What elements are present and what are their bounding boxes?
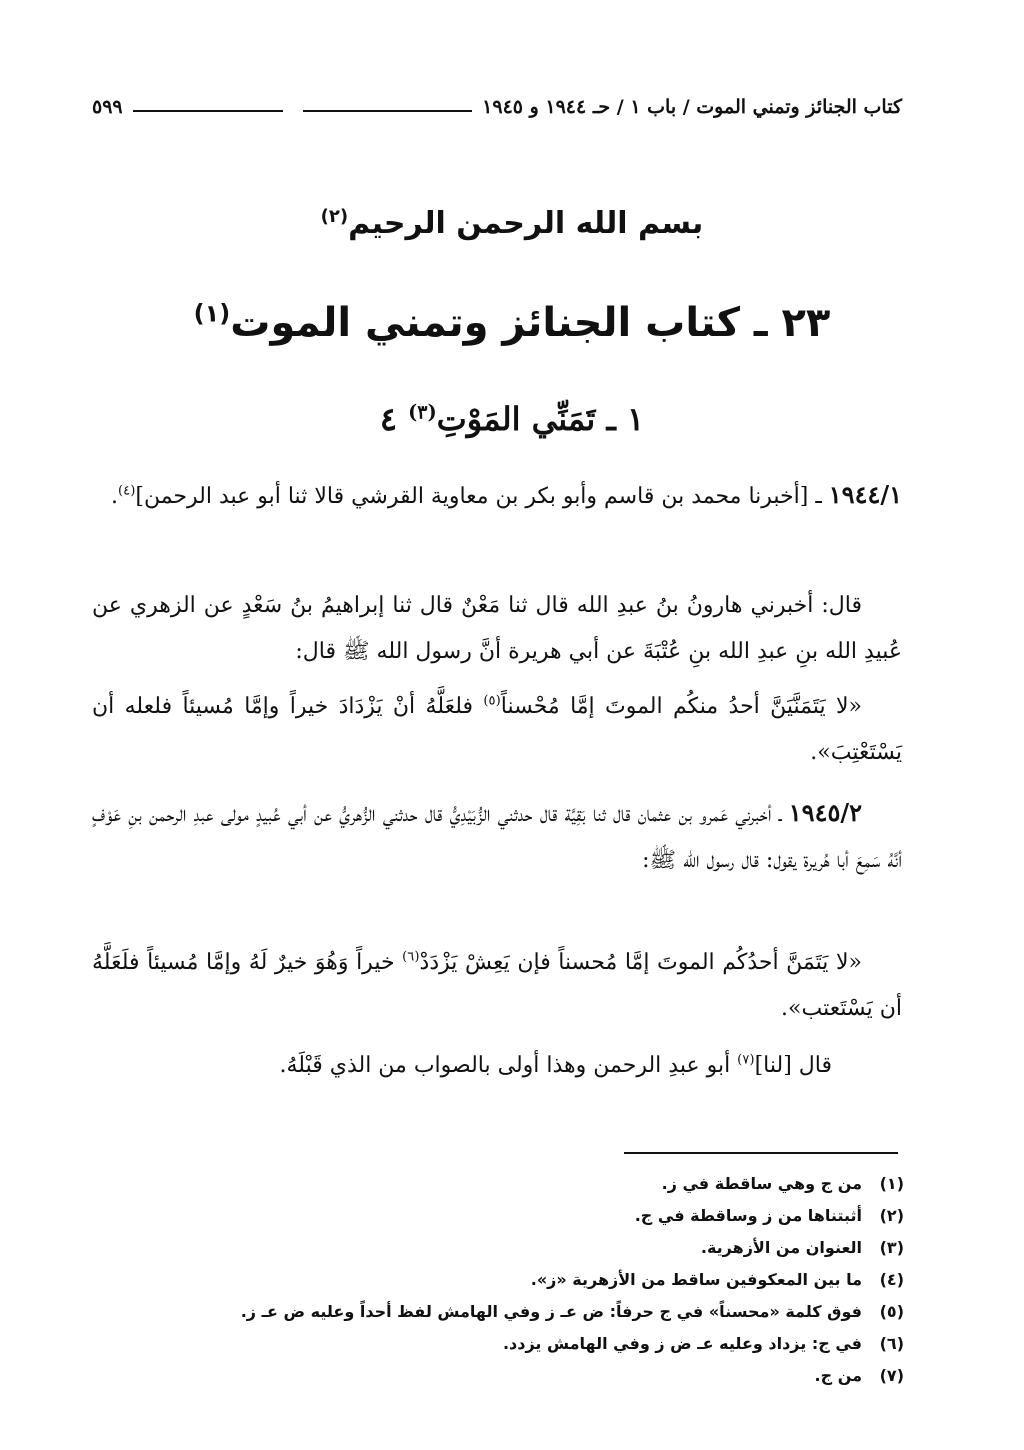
paragraph-end: . <box>110 484 118 509</box>
hadith-1945-matn <box>92 940 902 1032</box>
footnote-ref: (٦) <box>402 949 420 965</box>
footnote-number: (٧) <box>879 1366 904 1385</box>
footnote-item <box>114 1328 904 1360</box>
paragraph-text: قال [لنا] <box>754 1053 832 1078</box>
footnote-text: ما بين المعكوفين ساقط من الأزهرية «ز». <box>530 1270 862 1289</box>
paragraph-text: ـ [أخبرنا محمد بن قاسم وأبو بكر بن معاوية القرشي قالا ثنا أبو عبد الرحمن] <box>135 484 829 509</box>
book-title-text: ٢٣ ـ كتاب الجنائز وتمني الموت <box>230 300 831 346</box>
running-header-title: كتاب الجنائز وتمني الموت / باب ١ / حـ ١٩٤٤ و ١٩٤٥ <box>482 96 902 118</box>
hadith-number: ١٩٤٤/١ <box>828 480 902 509</box>
footnote-text: من ج. <box>814 1366 862 1385</box>
paragraph-text-cont: خيراً وَهُوَ خيرٌ لَهُ وإمَّا مُسيئاً فلَعَلَّهُ أن يَسْتَعتب». <box>92 950 902 1021</box>
chapter-title <box>0 400 1024 438</box>
chapter-title-text: ١ ـ تَمَنِّي المَوْتِ <box>436 400 645 438</box>
header-rule-long <box>303 110 473 112</box>
hadith-number: ١٩٤٥/٢ <box>788 798 862 827</box>
footnote-ref: (٧) <box>737 1052 755 1068</box>
footnote-number: (٤) <box>879 1270 904 1289</box>
footnote-ref: (٣) <box>408 400 437 424</box>
paragraph-text-cont: أبو عبدِ الرحمن وهذا أولى بالصواب من الذي قَبْلَهُ. <box>279 1053 738 1078</box>
footnote-item <box>114 1200 904 1232</box>
hadith-1944-matn <box>92 684 902 776</box>
footnote-text: أثبتناها من ز وساقطة في ج. <box>634 1206 862 1225</box>
paragraph-text: «لا يَتَمَنَّيَنَّ أحدُ منكُم الموتَ إمَّا مُحْسناً <box>500 694 862 719</box>
footnote-number: (٣) <box>879 1238 904 1257</box>
book-title <box>0 300 1024 346</box>
footnote-number: (٦) <box>879 1334 904 1353</box>
basmala-text: بسم الله الرحمن الرحيم <box>348 206 704 241</box>
hadith-1944-isnad <box>92 472 902 520</box>
footnote-text: في ج: يزداد وعليه عـ ض ز وفي الهامش يزدد. <box>502 1334 862 1353</box>
footnote-item <box>114 1168 904 1200</box>
footnote-item <box>114 1264 904 1296</box>
hadith-1944-chain <box>92 583 902 675</box>
footnote-separator <box>624 1152 898 1154</box>
footnote-item <box>114 1232 904 1264</box>
paragraph-text: قال: أخبرني هارونُ بنُ عبدِ الله قال ثنا مَعْنٌ قال ثنا إبراهيمُ بنُ سَعْدٍ عن الزهري عن عُبيدِ الله بنِ عبدِ الله بنِ عُتْبَةَ عن أبي هريرة أنَّ رسول الله ﷺ قال: <box>92 593 902 664</box>
footnotes-list <box>114 1168 904 1392</box>
footnote-number: (٢) <box>879 1206 904 1225</box>
paragraph-text-cont: فلعَلَّهُ أنْ يَزْدَادَ خيراً وإمَّا مُسيئاً فلعله أن يَسْتَعْتِبَ». <box>92 694 902 765</box>
footnote-number: (١) <box>879 1174 904 1193</box>
hadith-1945-chain <box>92 790 902 884</box>
author-comment <box>92 1043 902 1089</box>
footnote-ref: (٤) <box>117 483 136 499</box>
footnote-text: من ج وهي ساقطة في ز. <box>661 1174 862 1193</box>
basmala-heading <box>0 206 1024 241</box>
footnote-item <box>114 1296 904 1328</box>
paragraph-text: ـ أخبرني عَمرو بن عثمان قال ثنا بَقِيَّة قال حدثني الزُّبَيْدِيُّ قال حدثني الزُّهريُّ عن أبي عُبيدٍ مولى عبدِ الرحمن بنِ عَوْفٍ أنَّهُ سَمِعَ أبا هُريرة يقول: قال رسول الله ﷺ: <box>92 802 902 873</box>
running-header <box>92 92 902 122</box>
footnote-ref: (٢) <box>320 206 349 227</box>
footnote-ref: (٥) <box>483 693 501 709</box>
header-rule-short <box>133 110 283 112</box>
footnote-item <box>114 1360 904 1392</box>
paragraph-text: «لا يَتَمَنَّ أحدُكُم الموتَ إمَّا مُحسناً فإن يَعِشْ يَزْدَدْ <box>419 950 862 975</box>
footnote-text: فوق كلمة «محسناً» في ج حرفاً: ض عـ ز وفي الهامش لفظ أحداً وعليه ض عـ ز. <box>240 1302 862 1321</box>
footnote-ref: (١) <box>193 299 231 328</box>
chapter-title-suffix: ٤ <box>379 400 409 438</box>
footnote-number: (٥) <box>879 1302 904 1321</box>
footnote-text: العنوان من الأزهرية. <box>700 1238 862 1257</box>
page-number: ٥٩٩ <box>92 96 123 118</box>
